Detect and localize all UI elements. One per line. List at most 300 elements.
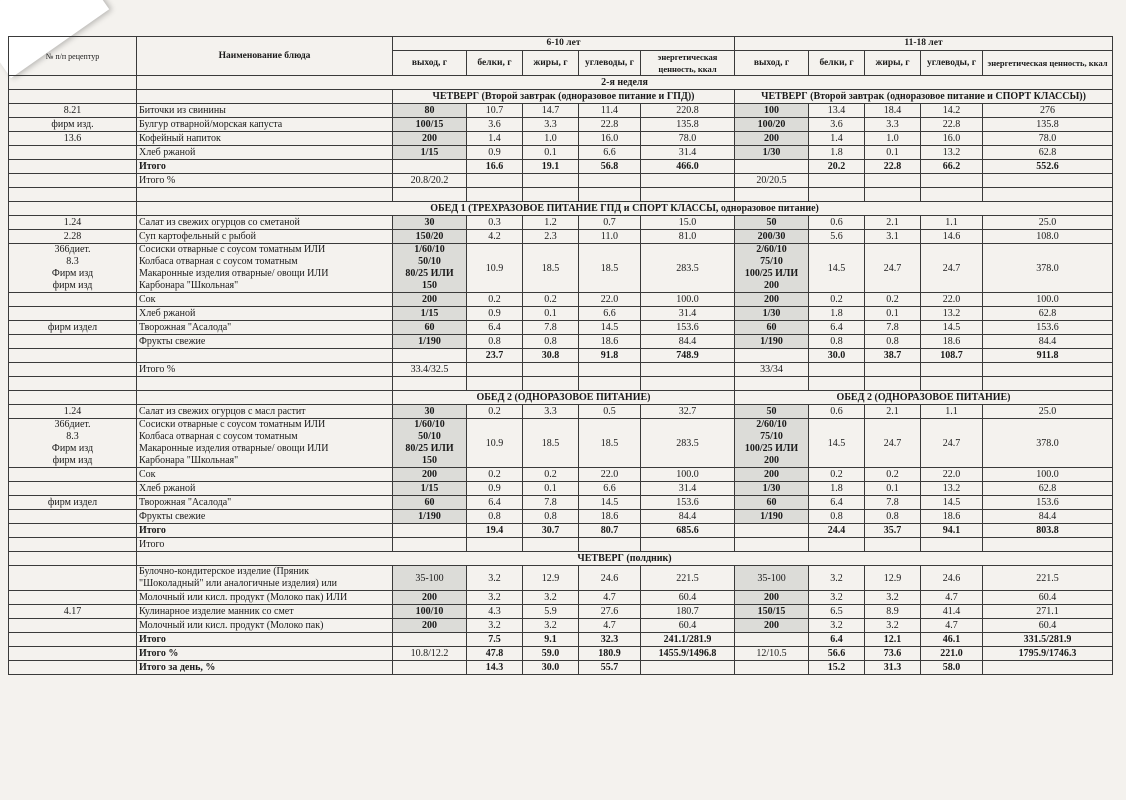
cell-value: 60.4 bbox=[641, 619, 735, 633]
cell-value: 18.6 bbox=[921, 335, 983, 349]
col-header: жиры, г bbox=[865, 51, 921, 76]
cell-value: 4.7 bbox=[579, 619, 641, 633]
cell-value: 200 bbox=[735, 591, 809, 605]
cell-value: 0.2 bbox=[865, 468, 921, 482]
portion-out-line: 200 bbox=[764, 280, 780, 291]
cell-value: 200 bbox=[393, 293, 467, 307]
col-header: углеводы, г bbox=[579, 51, 641, 76]
section-title-right: ОБЕД 2 (ОДНОРАЗОВОЕ ПИТАНИЕ) bbox=[735, 391, 1113, 405]
cell-value: 24.6 bbox=[921, 566, 983, 591]
cell-value: 31.4 bbox=[641, 146, 735, 160]
total-value: 108.7 bbox=[921, 349, 983, 363]
total-value: 19.4 bbox=[467, 524, 523, 538]
cell-value: 5.9 bbox=[523, 605, 579, 619]
recipe-no: фирм издел bbox=[9, 496, 137, 510]
cell-value: 1/30 bbox=[735, 146, 809, 160]
total-value: 9.1 bbox=[523, 633, 579, 647]
dish-name: Хлеб ржаной bbox=[137, 307, 393, 321]
recipe-no-line: 8.3 bbox=[66, 431, 79, 442]
cell-value: 14.5 bbox=[579, 321, 641, 335]
total-value: 803.8 bbox=[983, 524, 1113, 538]
section-title: ЧЕТВЕРГ (полдник) bbox=[137, 552, 1113, 566]
cell-value: 1/190 bbox=[735, 335, 809, 349]
cell-value: 25.0 bbox=[983, 216, 1113, 230]
section-row bbox=[9, 90, 1113, 104]
portion-out-line: 100/25 ИЛИ bbox=[744, 268, 799, 279]
cell-value: 22.0 bbox=[921, 293, 983, 307]
cell-value: 3.2 bbox=[467, 566, 523, 591]
table-row bbox=[9, 566, 1113, 591]
cell-value: 35-100 bbox=[735, 566, 809, 591]
cell-value: 0.8 bbox=[865, 510, 921, 524]
table-row bbox=[9, 405, 1113, 419]
cell-value: 1.1 bbox=[921, 405, 983, 419]
combo-row bbox=[9, 244, 1113, 293]
dish-name-line: Сосиски отварные с соусом томатным ИЛИ bbox=[139, 244, 326, 255]
dish-name: Салат из свежих огурцов с масл растит bbox=[137, 405, 393, 419]
menu-table bbox=[8, 36, 1113, 675]
total-row bbox=[9, 524, 1113, 538]
cell-value: 6.4 bbox=[467, 496, 523, 510]
cell-value: 3.6 bbox=[467, 118, 523, 132]
cell-value: 11.4 bbox=[579, 104, 641, 118]
cell-value: 24.7 bbox=[921, 244, 983, 293]
cell-value: 78.0 bbox=[641, 132, 735, 146]
cell-value: 200 bbox=[735, 619, 809, 633]
cell-value: 180.7 bbox=[641, 605, 735, 619]
dish-name-line: Булочно-кондитерское изделие (Пряник bbox=[139, 566, 309, 577]
recipe-no bbox=[9, 335, 137, 349]
cell-value: 0.1 bbox=[523, 482, 579, 496]
percent-value: 56.6 bbox=[809, 647, 865, 661]
percent-value: 1795.9/1746.3 bbox=[983, 647, 1113, 661]
recipe-no bbox=[9, 482, 137, 496]
cell-value: 14.2 bbox=[921, 104, 983, 118]
cell-value: 50 bbox=[735, 405, 809, 419]
cell-value: 150/15 bbox=[735, 605, 809, 619]
cell-value: 50 bbox=[735, 216, 809, 230]
total-row bbox=[9, 160, 1113, 174]
dish-name-line: Колбаса отварная с соусом томатным bbox=[139, 431, 298, 442]
col-header: белки, г bbox=[809, 51, 865, 76]
cell-value: 3.3 bbox=[865, 118, 921, 132]
portion-out bbox=[393, 244, 467, 293]
cell-value: 0.1 bbox=[865, 307, 921, 321]
cell-value: 0.2 bbox=[809, 468, 865, 482]
total-value: 32.3 bbox=[579, 633, 641, 647]
cell-value: 200 bbox=[735, 468, 809, 482]
cell-value: 3.2 bbox=[809, 566, 865, 591]
cell-value: 60.4 bbox=[641, 591, 735, 605]
recipe-no: 4.17 bbox=[9, 605, 137, 619]
cell-value: 62.8 bbox=[983, 482, 1113, 496]
cell-value: 3.1 bbox=[865, 230, 921, 244]
cell-value: 12.9 bbox=[523, 566, 579, 591]
recipe-no: фирм издел bbox=[9, 321, 137, 335]
recipe-no bbox=[9, 293, 137, 307]
cell-value: 1.8 bbox=[809, 482, 865, 496]
cell-value: 1.2 bbox=[523, 216, 579, 230]
cell-value: 153.6 bbox=[641, 496, 735, 510]
cell-value: 14.7 bbox=[523, 104, 579, 118]
cell-value: 1.8 bbox=[809, 146, 865, 160]
percent-row bbox=[9, 174, 1113, 188]
portion-out bbox=[735, 419, 809, 468]
total-value: 24.4 bbox=[809, 524, 865, 538]
cell-value: 200 bbox=[393, 132, 467, 146]
percent-label: Итого % bbox=[137, 647, 393, 661]
section-row bbox=[9, 391, 1113, 405]
cell-value: 3.2 bbox=[523, 591, 579, 605]
cell-value: 276 bbox=[983, 104, 1113, 118]
cell-value: 35-100 bbox=[393, 566, 467, 591]
cell-value: 100/10 bbox=[393, 605, 467, 619]
total-value: 911.8 bbox=[983, 349, 1113, 363]
cell-value: 18.6 bbox=[579, 510, 641, 524]
cell-value: 0.6 bbox=[809, 405, 865, 419]
total-value: 7.5 bbox=[467, 633, 523, 647]
cell-value: 283.5 bbox=[641, 244, 735, 293]
section-row bbox=[9, 202, 1113, 216]
dish-name bbox=[137, 566, 393, 591]
cell-value: 18.6 bbox=[579, 335, 641, 349]
cell-value: 153.6 bbox=[983, 321, 1113, 335]
portion-out-line: 75/10 bbox=[760, 256, 783, 267]
section-title-left: ЧЕТВЕРГ (Второй завтрак (одноразовое питание и ГПД)) bbox=[393, 90, 735, 104]
cell-value: 4.3 bbox=[467, 605, 523, 619]
table-row bbox=[9, 510, 1113, 524]
table-row bbox=[9, 496, 1113, 510]
total-value: 6.4 bbox=[809, 633, 865, 647]
table-row bbox=[9, 118, 1113, 132]
total-value: 552.6 bbox=[983, 160, 1113, 174]
col-header: выход, г bbox=[393, 51, 467, 76]
cell-value: 80 bbox=[393, 104, 467, 118]
cell-value: 14.5 bbox=[921, 496, 983, 510]
recipe-no bbox=[9, 619, 137, 633]
cell-value: 0.2 bbox=[809, 293, 865, 307]
total-value: 22.8 bbox=[865, 160, 921, 174]
cell-value: 100 bbox=[735, 104, 809, 118]
dish-name-line: Карбонара "Школьная" bbox=[139, 455, 239, 466]
table-row bbox=[9, 104, 1113, 118]
cell-value: 31.4 bbox=[641, 307, 735, 321]
recipe-no bbox=[9, 419, 137, 468]
week-row bbox=[9, 76, 1113, 90]
blank-row bbox=[9, 377, 1113, 391]
cell-value: 100.0 bbox=[983, 293, 1113, 307]
portion-out-line: 1/60/10 bbox=[414, 419, 445, 430]
recipe-no bbox=[9, 510, 137, 524]
cell-value: 0.8 bbox=[809, 335, 865, 349]
cell-value: 135.8 bbox=[641, 118, 735, 132]
header-row-1 bbox=[9, 37, 1113, 51]
dish-name: Биточки из свинины bbox=[137, 104, 393, 118]
table-row bbox=[9, 293, 1113, 307]
cell-value: 100/15 bbox=[393, 118, 467, 132]
recipe-no: 1.24 bbox=[9, 405, 137, 419]
cell-value: 60 bbox=[393, 496, 467, 510]
total-row bbox=[9, 633, 1113, 647]
cell-value: 1.8 bbox=[809, 307, 865, 321]
cell-value: 60 bbox=[393, 321, 467, 335]
dish-name bbox=[137, 419, 393, 468]
blank-row bbox=[9, 188, 1113, 202]
recipe-no: 8.21 bbox=[9, 104, 137, 118]
percent-value: 20/20.5 bbox=[735, 174, 809, 188]
cell-value: 15.0 bbox=[641, 216, 735, 230]
recipe-no-line: фирм изд bbox=[52, 280, 93, 291]
cell-value: 3.6 bbox=[809, 118, 865, 132]
cell-value: 14.5 bbox=[809, 419, 865, 468]
cell-value: 200 bbox=[393, 619, 467, 633]
dish-name: Хлеб ржаной bbox=[137, 482, 393, 496]
cell-value: 22.8 bbox=[579, 118, 641, 132]
cell-value: 13.2 bbox=[921, 482, 983, 496]
percent-value: 33/34 bbox=[735, 363, 809, 377]
cell-value: 84.4 bbox=[983, 335, 1113, 349]
cell-value: 0.8 bbox=[467, 335, 523, 349]
portion-out-line: 50/10 bbox=[418, 431, 441, 442]
cell-value: 6.4 bbox=[809, 321, 865, 335]
cell-value: 153.6 bbox=[983, 496, 1113, 510]
day-total-value: 30.0 bbox=[523, 661, 579, 675]
cell-value: 0.8 bbox=[865, 335, 921, 349]
cell-value: 0.8 bbox=[467, 510, 523, 524]
percent-value: 33.4/32.5 bbox=[393, 363, 467, 377]
cell-value: 220.8 bbox=[641, 104, 735, 118]
cell-value: 14.5 bbox=[579, 496, 641, 510]
dish-name: Сок bbox=[137, 468, 393, 482]
total-value: 30.7 bbox=[523, 524, 579, 538]
table-row bbox=[9, 335, 1113, 349]
dish-name: Кофейный напиток bbox=[137, 132, 393, 146]
cell-value: 0.9 bbox=[467, 482, 523, 496]
cell-value: 12.9 bbox=[865, 566, 921, 591]
cell-value: 153.6 bbox=[641, 321, 735, 335]
recipe-no bbox=[9, 244, 137, 293]
total-label: Итого bbox=[137, 538, 393, 552]
col-header: углеводы, г bbox=[921, 51, 983, 76]
cell-value: 0.8 bbox=[809, 510, 865, 524]
cell-value: 24.6 bbox=[579, 566, 641, 591]
cell-value: 60.4 bbox=[983, 591, 1113, 605]
cell-value: 11.0 bbox=[579, 230, 641, 244]
cell-value: 7.8 bbox=[523, 496, 579, 510]
cell-value: 0.8 bbox=[523, 335, 579, 349]
cell-value: 3.2 bbox=[809, 591, 865, 605]
portion-out bbox=[735, 244, 809, 293]
cell-value: 378.0 bbox=[983, 244, 1113, 293]
cell-value: 6.5 bbox=[809, 605, 865, 619]
cell-value: 60.4 bbox=[983, 619, 1113, 633]
total-row bbox=[9, 538, 1113, 552]
cell-value: 3.2 bbox=[809, 619, 865, 633]
table-row bbox=[9, 605, 1113, 619]
col-header: энергетическая ценность, ккал bbox=[641, 51, 735, 76]
dish-name: Творожная "Асалода" bbox=[137, 321, 393, 335]
cell-value: 4.7 bbox=[921, 591, 983, 605]
cell-value: 4.7 bbox=[579, 591, 641, 605]
cell-value: 0.6 bbox=[809, 216, 865, 230]
cell-value: 18.5 bbox=[523, 244, 579, 293]
cell-value: 22.0 bbox=[579, 293, 641, 307]
cell-value: 4.7 bbox=[921, 619, 983, 633]
cell-value: 18.6 bbox=[921, 510, 983, 524]
cell-value: 32.7 bbox=[641, 405, 735, 419]
dish-name: Молочный или кисл. продукт (Молоко пак) ИЛИ bbox=[137, 591, 393, 605]
dish-name bbox=[137, 244, 393, 293]
dish-name: Сок bbox=[137, 293, 393, 307]
cell-value: 6.6 bbox=[579, 482, 641, 496]
percent-value: 180.9 bbox=[579, 647, 641, 661]
cell-value: 14.5 bbox=[921, 321, 983, 335]
cell-value: 62.8 bbox=[983, 146, 1113, 160]
percent-value: 221.0 bbox=[921, 647, 983, 661]
section-title-right: ЧЕТВЕРГ (Второй завтрак (одноразовое питание и СПОРТ КЛАССЫ)) bbox=[735, 90, 1113, 104]
percent-label: Итого % bbox=[137, 363, 393, 377]
cell-value: 22.0 bbox=[579, 468, 641, 482]
cell-value: 13.2 bbox=[921, 146, 983, 160]
cell-value: 0.1 bbox=[865, 146, 921, 160]
cell-value: 221.5 bbox=[983, 566, 1113, 591]
cell-value: 78.0 bbox=[983, 132, 1113, 146]
col-header: выход, г bbox=[735, 51, 809, 76]
cell-value: 5.6 bbox=[809, 230, 865, 244]
recipe-no bbox=[9, 307, 137, 321]
cell-value: 16.0 bbox=[579, 132, 641, 146]
cell-value: 0.9 bbox=[467, 146, 523, 160]
cell-value: 0.5 bbox=[579, 405, 641, 419]
section-title-left: ОБЕД 2 (ОДНОРАЗОВОЕ ПИТАНИЕ) bbox=[393, 391, 735, 405]
dish-name: Кулинарное изделие манник со смет bbox=[137, 605, 393, 619]
total-value: 19.1 bbox=[523, 160, 579, 174]
dish-name: Фрукты свежие bbox=[137, 510, 393, 524]
portion-out bbox=[393, 419, 467, 468]
cell-value: 10.9 bbox=[467, 244, 523, 293]
total-value: 241.1/281.9 bbox=[641, 633, 735, 647]
total-value: 466.0 bbox=[641, 160, 735, 174]
cell-value: 7.8 bbox=[865, 321, 921, 335]
recipe-no-line: 366диет. bbox=[54, 244, 91, 255]
dish-name-line: Колбаса отварная с соусом томатным bbox=[139, 256, 298, 267]
total-value: 66.2 bbox=[921, 160, 983, 174]
cell-value: 1.0 bbox=[865, 132, 921, 146]
cell-value: 18.5 bbox=[579, 244, 641, 293]
age-group-1-header: 6-10 лет bbox=[393, 37, 735, 51]
day-total-value: 55.7 bbox=[579, 661, 641, 675]
cell-value: 2.3 bbox=[523, 230, 579, 244]
cell-value: 0.2 bbox=[523, 293, 579, 307]
cell-value: 25.0 bbox=[983, 405, 1113, 419]
cell-value: 31.4 bbox=[641, 482, 735, 496]
table-row bbox=[9, 307, 1113, 321]
cell-value: 200/30 bbox=[735, 230, 809, 244]
recipe-no: 2.28 bbox=[9, 230, 137, 244]
dish-name-line: Макаронные изделия отварные/ овощи ИЛИ bbox=[139, 268, 329, 279]
total-value: 331.5/281.9 bbox=[983, 633, 1113, 647]
dish-name-line: "Шоколадный" или аналогичные изделия) или bbox=[139, 578, 338, 589]
percent-value: 47.8 bbox=[467, 647, 523, 661]
cell-value: 100.0 bbox=[983, 468, 1113, 482]
section-title: ОБЕД 1 (ТРЕХРАЗОВОЕ ПИТАНИЕ ГПД и СПОРТ КЛАССЫ, одноразовое питание) bbox=[137, 202, 1113, 216]
percent-label: Итого % bbox=[137, 174, 393, 188]
col-header: жиры, г bbox=[523, 51, 579, 76]
combo-row bbox=[9, 419, 1113, 468]
cell-value: 18.5 bbox=[523, 419, 579, 468]
cell-value: 200 bbox=[393, 468, 467, 482]
cell-value: 0.1 bbox=[865, 482, 921, 496]
table-row bbox=[9, 468, 1113, 482]
cell-value: 3.2 bbox=[467, 591, 523, 605]
cell-value: 1.4 bbox=[809, 132, 865, 146]
cell-value: 10.9 bbox=[467, 419, 523, 468]
table-row bbox=[9, 482, 1113, 496]
cell-value: 18.5 bbox=[579, 419, 641, 468]
total-value: 685.6 bbox=[641, 524, 735, 538]
cell-value: 1.0 bbox=[523, 132, 579, 146]
portion-out-line: 2/60/10 bbox=[756, 244, 787, 255]
cell-value: 1/190 bbox=[735, 510, 809, 524]
cell-value: 100.0 bbox=[641, 293, 735, 307]
cell-value: 283.5 bbox=[641, 419, 735, 468]
cell-value: 24.7 bbox=[921, 419, 983, 468]
day-total-label: Итого за день, % bbox=[137, 661, 393, 675]
percent-value: 20.8/20.2 bbox=[393, 174, 467, 188]
cell-value: 0.7 bbox=[579, 216, 641, 230]
cell-value: 0.2 bbox=[467, 405, 523, 419]
day-total-value: 31.3 bbox=[865, 661, 921, 675]
total-value: 20.2 bbox=[809, 160, 865, 174]
recipe-no: 13.6 bbox=[9, 132, 137, 146]
percent-row bbox=[9, 647, 1113, 661]
dish-name: Творожная "Асалода" bbox=[137, 496, 393, 510]
recipe-no-line: 8.3 bbox=[66, 256, 79, 267]
dish-name: Молочный или кисл. продукт (Молоко пак) bbox=[137, 619, 393, 633]
cell-value: 3.2 bbox=[523, 619, 579, 633]
recipe-no-header: № п/п рецептур bbox=[9, 37, 137, 76]
portion-out-line: 150 bbox=[422, 455, 437, 466]
total-value: 80.7 bbox=[579, 524, 641, 538]
portion-out-line: 75/10 bbox=[760, 431, 783, 442]
portion-out-line: 2/60/10 bbox=[756, 419, 787, 430]
cell-value: 3.2 bbox=[865, 591, 921, 605]
portion-out-line: 200 bbox=[764, 455, 780, 466]
cell-value: 3.2 bbox=[467, 619, 523, 633]
cell-value: 24.7 bbox=[865, 244, 921, 293]
cell-value: 22.8 bbox=[921, 118, 983, 132]
col-header: энергетическая ценность, ккал bbox=[983, 51, 1113, 76]
dish-name-header: Наименование блюда bbox=[137, 37, 393, 76]
day-total-value: 58.0 bbox=[921, 661, 983, 675]
cell-value: 62.8 bbox=[983, 307, 1113, 321]
total-value: 16.6 bbox=[467, 160, 523, 174]
menu-body bbox=[9, 37, 1113, 675]
cell-value: 200 bbox=[393, 591, 467, 605]
dish-name-line: Карбонара "Школьная" bbox=[139, 280, 239, 291]
cell-value: 1/15 bbox=[393, 482, 467, 496]
cell-value: 7.8 bbox=[865, 496, 921, 510]
cell-value: 1/190 bbox=[393, 510, 467, 524]
total-value: 23.7 bbox=[467, 349, 523, 363]
day-total-value: 14.3 bbox=[467, 661, 523, 675]
cell-value: 27.6 bbox=[579, 605, 641, 619]
cell-value: 378.0 bbox=[983, 419, 1113, 468]
recipe-no: 1.24 bbox=[9, 216, 137, 230]
cell-value: 6.4 bbox=[467, 321, 523, 335]
table-row bbox=[9, 591, 1113, 605]
cell-value: 221.5 bbox=[641, 566, 735, 591]
